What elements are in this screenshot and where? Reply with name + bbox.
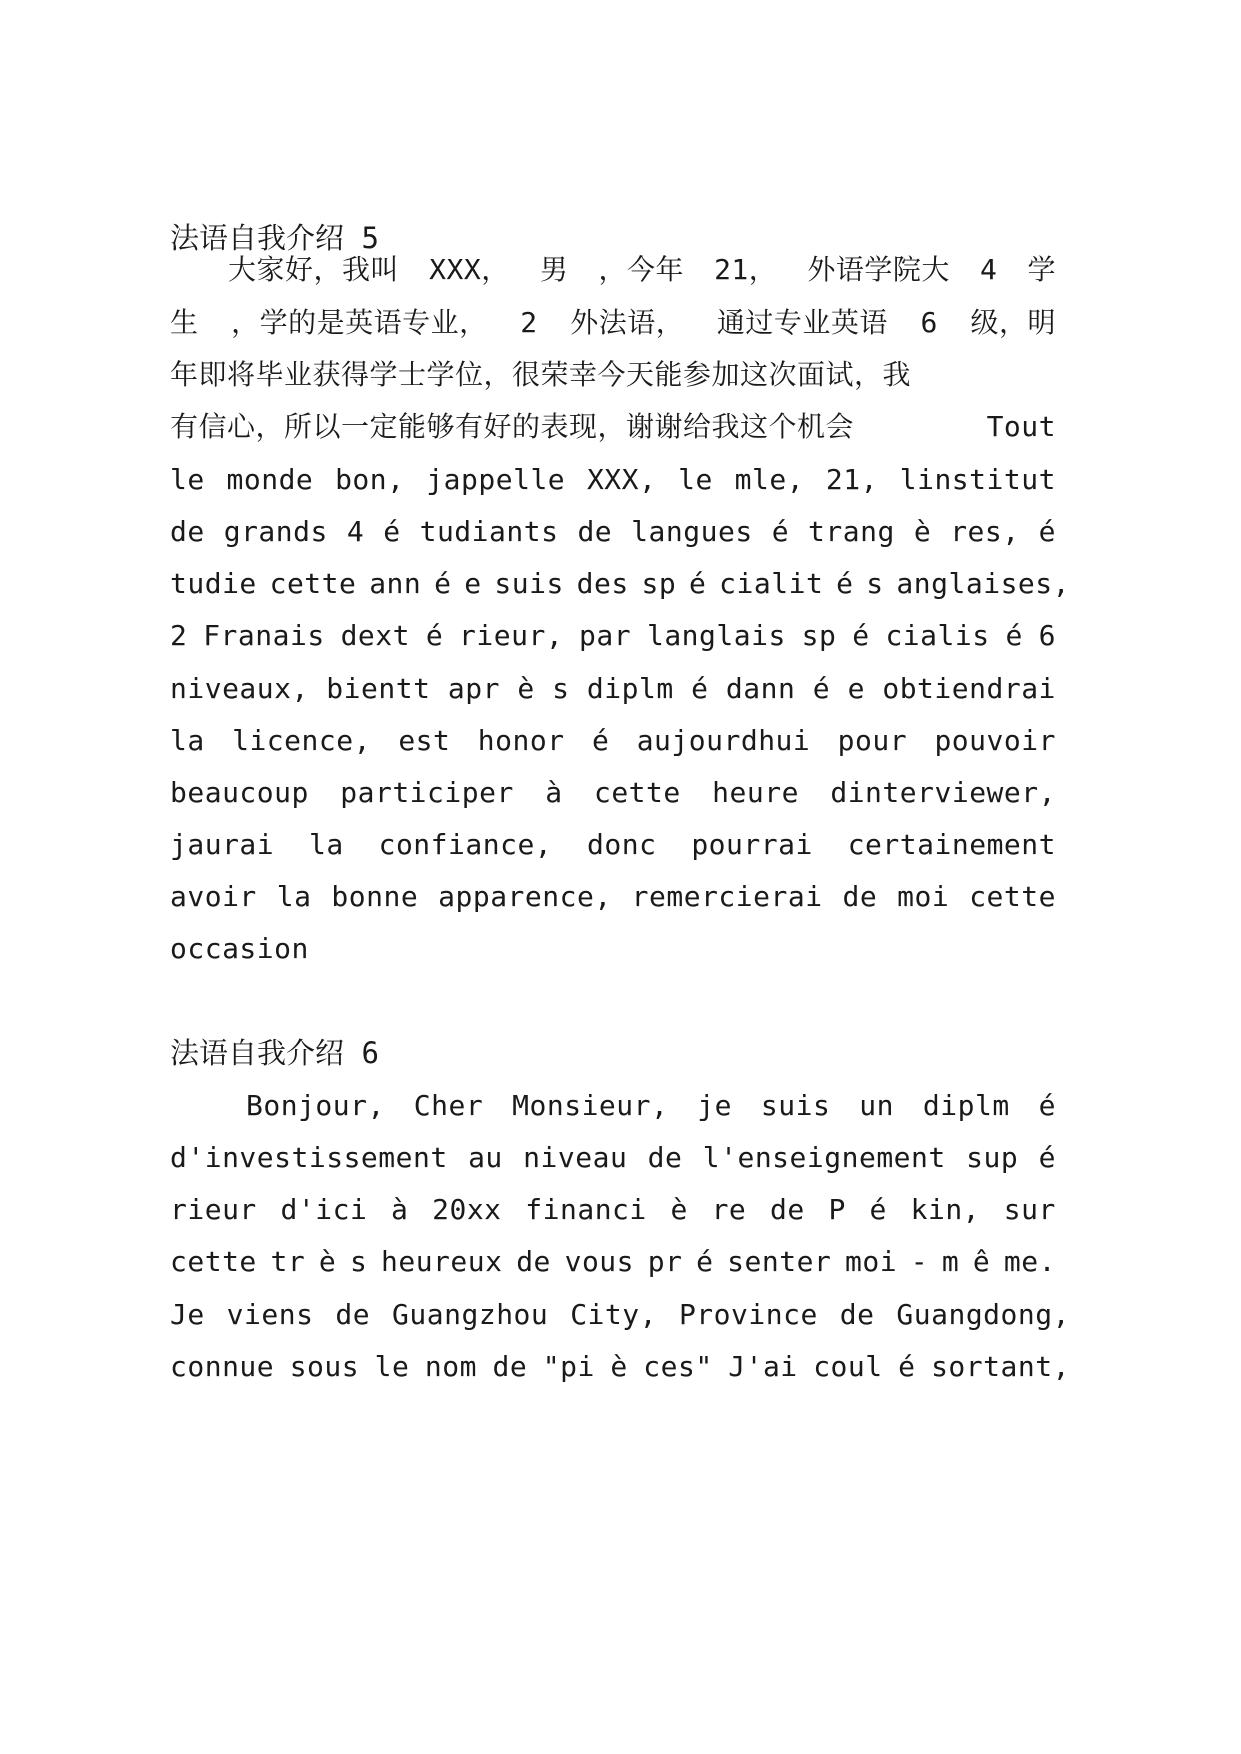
word: de bbox=[839, 1298, 875, 1331]
word: avoir bbox=[170, 880, 257, 913]
paragraph-line bbox=[170, 877, 1056, 917]
paragraph-line bbox=[246, 1086, 1056, 1126]
word: Guangzhou bbox=[392, 1298, 549, 1331]
word: pouvoir bbox=[934, 724, 1056, 757]
word: 6 bbox=[920, 306, 938, 339]
word: monde bbox=[226, 463, 314, 496]
word: 6 bbox=[1038, 619, 1056, 652]
word: ces" bbox=[643, 1350, 713, 1383]
word: moi bbox=[897, 880, 950, 913]
word: le bbox=[170, 463, 205, 496]
word: é bbox=[771, 515, 790, 548]
word: niveau bbox=[523, 1141, 628, 1174]
paragraph-line bbox=[170, 407, 1056, 447]
word: sp bbox=[801, 619, 837, 652]
word: langlais bbox=[646, 619, 786, 652]
word: la bbox=[309, 828, 344, 861]
paragraph-line bbox=[170, 512, 1056, 552]
word: jappelle bbox=[426, 463, 566, 496]
word: heureux bbox=[380, 1245, 503, 1278]
word: apparence, bbox=[438, 880, 612, 913]
word: de bbox=[647, 1141, 683, 1174]
section-heading: 法语自我介绍 6 bbox=[170, 1036, 379, 1070]
word: XXX， bbox=[429, 253, 510, 286]
word: 有信心，所以一定能够有好的表现，谢谢给我这个机会 bbox=[170, 410, 855, 443]
word: cialit bbox=[719, 567, 824, 600]
word: remercierai bbox=[631, 880, 823, 913]
paragraph-line bbox=[170, 564, 1070, 604]
word: moi bbox=[845, 1245, 898, 1278]
word: 21, bbox=[825, 463, 878, 496]
word: 大家好，我叫 bbox=[228, 253, 400, 286]
word: è bbox=[610, 1350, 628, 1383]
word: 外法语， bbox=[570, 306, 685, 339]
word: de bbox=[770, 1193, 805, 1226]
word: de bbox=[842, 880, 878, 913]
word: d'investissement bbox=[170, 1141, 448, 1174]
paragraph-line bbox=[170, 721, 1056, 761]
word: langues bbox=[631, 515, 753, 548]
word: grands bbox=[223, 515, 328, 548]
word: heure bbox=[712, 776, 799, 809]
word: tudiants bbox=[419, 515, 559, 548]
word: sur bbox=[1003, 1193, 1056, 1226]
word: sortant, bbox=[931, 1350, 1070, 1383]
word: pr bbox=[647, 1245, 683, 1278]
word: ，今年 bbox=[598, 253, 684, 286]
word: senter bbox=[727, 1245, 832, 1278]
word: suis bbox=[494, 567, 564, 600]
word: coul bbox=[813, 1350, 883, 1383]
word: Bonjour, bbox=[246, 1089, 385, 1122]
paragraph-line bbox=[170, 773, 1056, 813]
word: res, bbox=[950, 515, 1020, 548]
word: é bbox=[591, 724, 610, 757]
word: Je bbox=[170, 1298, 205, 1331]
word: de bbox=[577, 515, 613, 548]
word: é bbox=[691, 672, 709, 705]
word: anglaises, bbox=[896, 567, 1070, 600]
word: 2 bbox=[170, 619, 188, 652]
word: 21， bbox=[714, 253, 778, 286]
word: é bbox=[852, 619, 870, 652]
word: XXX, bbox=[586, 463, 657, 496]
word: trang bbox=[808, 515, 895, 548]
paragraph-line bbox=[170, 460, 1056, 500]
word: é bbox=[1005, 619, 1023, 652]
word: é bbox=[425, 619, 444, 652]
word: "pi bbox=[542, 1350, 595, 1383]
word: nom bbox=[424, 1350, 477, 1383]
word: s bbox=[866, 567, 884, 600]
word: é bbox=[898, 1350, 916, 1383]
word: é bbox=[1038, 1141, 1056, 1174]
word: Cher bbox=[413, 1089, 484, 1122]
word: e bbox=[847, 672, 865, 705]
word: de bbox=[492, 1350, 528, 1383]
word: 男 bbox=[539, 253, 569, 286]
word: participer bbox=[340, 776, 514, 809]
word: diplm bbox=[922, 1089, 1010, 1122]
word: confiance, bbox=[378, 828, 553, 861]
word: linstitut bbox=[899, 463, 1056, 496]
word: apr bbox=[447, 672, 500, 705]
word: e bbox=[464, 567, 482, 600]
word: 生 bbox=[170, 306, 199, 339]
word: financi bbox=[525, 1193, 647, 1226]
word: 通过专业英语 bbox=[716, 306, 888, 339]
word: é bbox=[836, 567, 854, 600]
word: ann bbox=[369, 567, 422, 600]
word: ，学的是英语专业， bbox=[231, 306, 488, 339]
word: niveaux, bbox=[170, 672, 309, 705]
paragraph-line bbox=[170, 825, 1056, 865]
word: 4 bbox=[980, 253, 998, 286]
word: é bbox=[1038, 515, 1056, 548]
word: vous bbox=[564, 1245, 635, 1278]
word: è bbox=[913, 515, 932, 548]
word: licence, bbox=[232, 724, 371, 757]
word: 20xx bbox=[432, 1193, 502, 1226]
word: è bbox=[517, 672, 535, 705]
word: honor bbox=[477, 724, 565, 757]
word: sous bbox=[289, 1350, 360, 1383]
word: à bbox=[545, 776, 563, 809]
word: s bbox=[349, 1245, 368, 1278]
word: kin, bbox=[910, 1193, 981, 1226]
word: tr bbox=[270, 1245, 306, 1278]
word: 学 bbox=[1027, 253, 1056, 286]
paragraph-line bbox=[170, 1242, 1056, 1282]
word: de bbox=[516, 1245, 551, 1278]
word: aujourdhui bbox=[636, 724, 811, 757]
word: é bbox=[689, 567, 707, 600]
paragraph-line bbox=[170, 1295, 1070, 1335]
word: é bbox=[1038, 1089, 1056, 1122]
word: 4 bbox=[346, 515, 365, 548]
section-heading: 法语自我介绍 5 bbox=[170, 221, 379, 255]
word: Guangdong, bbox=[896, 1298, 1070, 1331]
word: J'ai bbox=[728, 1350, 798, 1383]
word: Tout bbox=[986, 410, 1056, 443]
paragraph-line: occasion bbox=[170, 932, 309, 965]
word: des bbox=[576, 567, 629, 600]
paragraph-line bbox=[170, 303, 1056, 343]
word: City, bbox=[570, 1298, 657, 1331]
word: m bbox=[941, 1245, 960, 1278]
word: é bbox=[696, 1245, 714, 1278]
word: é bbox=[434, 567, 452, 600]
word: de bbox=[170, 515, 205, 548]
word: bonne bbox=[331, 880, 419, 913]
word: mle, bbox=[734, 463, 805, 496]
word: de bbox=[335, 1298, 371, 1331]
word: cialis bbox=[885, 619, 990, 652]
paragraph-line bbox=[170, 616, 1056, 656]
word: viens bbox=[226, 1298, 314, 1331]
word: le bbox=[374, 1350, 410, 1383]
word: la bbox=[276, 880, 312, 913]
word: certainement bbox=[847, 828, 1056, 861]
word: - bbox=[910, 1245, 929, 1278]
word: dext bbox=[340, 619, 410, 652]
word: è bbox=[670, 1193, 688, 1226]
word: é bbox=[812, 672, 831, 705]
word: è bbox=[318, 1245, 337, 1278]
word: obtiendrai bbox=[882, 672, 1056, 705]
paragraph-line bbox=[170, 1138, 1056, 1178]
word: suis bbox=[760, 1089, 831, 1122]
word: dinterviewer, bbox=[830, 776, 1056, 809]
word: re bbox=[711, 1193, 747, 1226]
word: donc bbox=[587, 828, 657, 861]
word: ê bbox=[972, 1245, 991, 1278]
word: Province bbox=[678, 1298, 818, 1331]
word: P bbox=[828, 1193, 846, 1226]
word: Franais bbox=[203, 619, 325, 652]
paragraph-line bbox=[170, 355, 1056, 395]
word: cette bbox=[269, 567, 357, 600]
paragraph-line bbox=[170, 1190, 1056, 1230]
word: s bbox=[552, 672, 570, 705]
word: cette bbox=[593, 776, 681, 809]
paragraph-line bbox=[170, 669, 1056, 709]
word: d'ici bbox=[280, 1193, 368, 1226]
word: est bbox=[398, 724, 451, 757]
word: beaucoup bbox=[170, 776, 309, 809]
word: par bbox=[579, 619, 632, 652]
word: pour bbox=[837, 724, 908, 757]
word: diplm bbox=[586, 672, 674, 705]
word: pourrai bbox=[691, 828, 813, 861]
paragraph-line bbox=[228, 250, 1056, 290]
word: me. bbox=[1003, 1245, 1056, 1278]
word: cette bbox=[969, 880, 1056, 913]
word: le bbox=[678, 463, 713, 496]
word: jaurai bbox=[170, 828, 275, 861]
word: 级，明 bbox=[970, 306, 1056, 339]
word: à bbox=[391, 1193, 409, 1226]
word: cette bbox=[170, 1245, 257, 1278]
paragraph-line bbox=[170, 1347, 1070, 1387]
word: 年即将毕业获得学士学位，很荣幸今天能参加这次面试，我 bbox=[170, 358, 912, 391]
word: é bbox=[869, 1193, 887, 1226]
word: sup bbox=[966, 1141, 1019, 1174]
word: sp bbox=[641, 567, 677, 600]
word: je bbox=[697, 1089, 732, 1122]
word: bon, bbox=[335, 463, 405, 496]
word: dann bbox=[725, 672, 796, 705]
word: 2 bbox=[520, 306, 538, 339]
word: rieur bbox=[170, 1193, 257, 1226]
word: Monsieur, bbox=[512, 1089, 669, 1122]
word: la bbox=[170, 724, 205, 757]
word: tudie bbox=[170, 567, 257, 600]
word: 外语学院大 bbox=[807, 253, 950, 286]
word: un bbox=[859, 1089, 894, 1122]
word: bientt bbox=[326, 672, 431, 705]
word: connue bbox=[170, 1350, 275, 1383]
word: é bbox=[383, 515, 401, 548]
word: rieur, bbox=[459, 619, 564, 652]
word: au bbox=[468, 1141, 503, 1174]
word: l'enseignement bbox=[702, 1141, 946, 1174]
